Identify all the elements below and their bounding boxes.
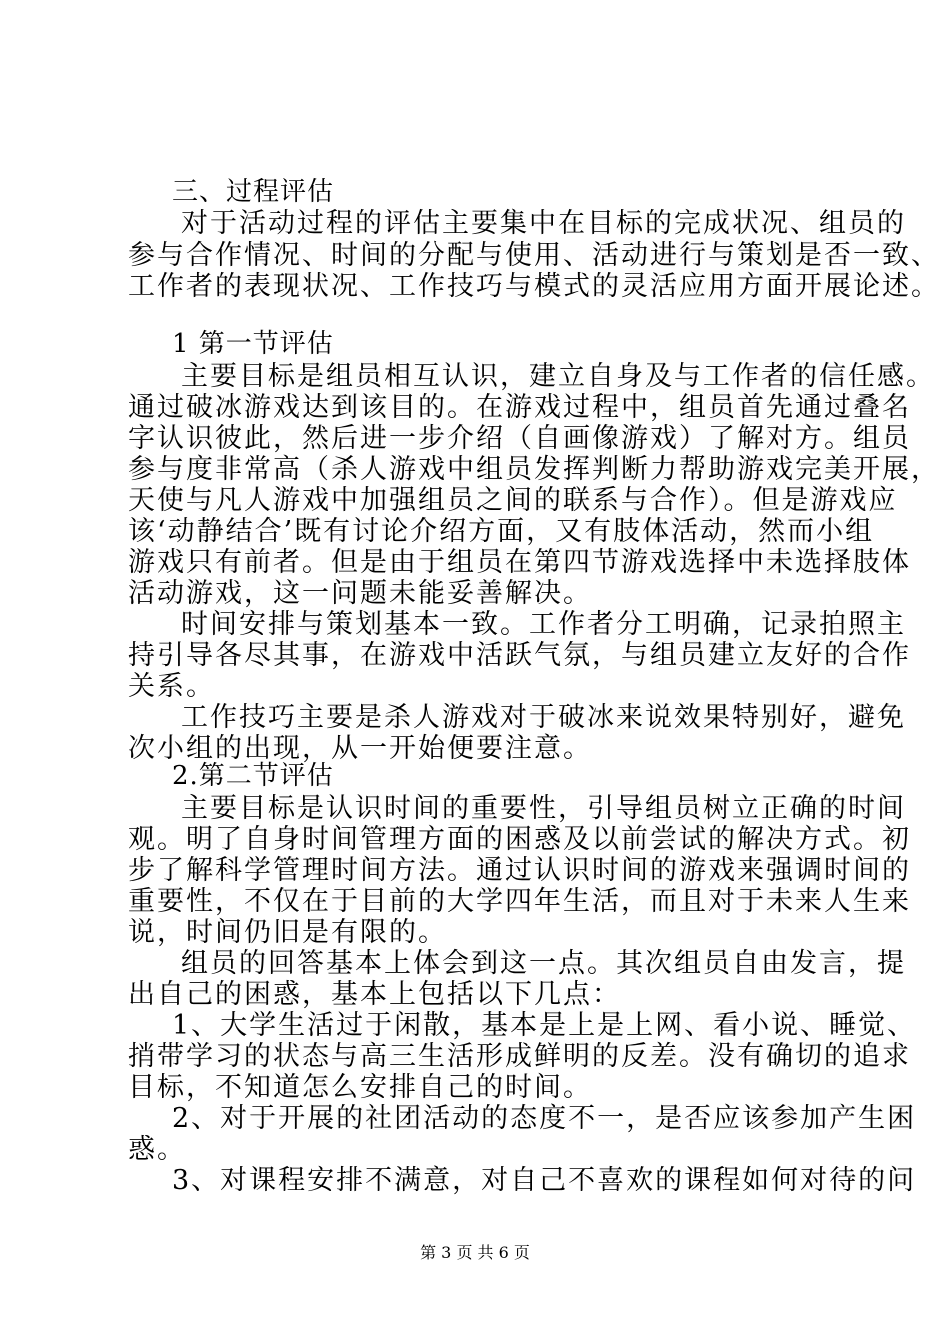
paragraph-line: 通过破冰游戏达到该目的。在游戏过程中，组员首先通过叠名	[128, 392, 911, 423]
list-item-line: 目标，不知道怎么安排自己的时间。	[128, 1072, 592, 1103]
list-item-line: 惑。	[128, 1134, 186, 1165]
paragraph-line: 工作技巧主要是杀人游戏对于破冰来说效果特别好，避免	[181, 702, 906, 733]
paragraph-line: 游戏只有前者。但是由于组员在第四节游戏选择中未选择肢体	[128, 547, 911, 578]
paragraph-line: 主要目标是组员相互认识，建立自身及与工作者的信任感。	[181, 361, 935, 392]
paragraph-line: 出自己的困惑，基本上包括以下几点：	[128, 979, 621, 1010]
paragraph-line: 字认识彼此，然后进一步介绍（自画像游戏）了解对方。组员	[128, 423, 911, 454]
paragraph-line: 活动游戏，这一问题未能妥善解决。	[128, 578, 592, 609]
paragraph-line: 工作者的表现状况、工作技巧与模式的灵活应用方面开展论述。	[128, 271, 940, 302]
list-item-line: 3、对课程安排不满意，对自己不喜欢的课程如何对待的问	[172, 1165, 917, 1196]
list-item-line: 1、大学生活过于闲散，基本是上是上网、看小说、睡觉、	[172, 1010, 917, 1041]
page-number-footer: 第 3 页 共 6 页	[420, 1243, 530, 1262]
paragraph-line: 该‘动静结合’既有讨论介绍方面，又有肢体活动，然而小组	[128, 516, 875, 547]
paragraph-line: 时间安排与策划基本一致。工作者分工明确，记录拍照主	[181, 609, 906, 640]
paragraph-line: 参与度非常高（杀人游戏中组员发挥判断力帮助游戏完美开展，	[128, 454, 940, 485]
paragraph-line: 说，时间仍旧是有限的。	[128, 917, 447, 948]
paragraph-line: 观。明了自身时间管理方面的困惑及以前尝试的解决方式。初	[128, 824, 911, 855]
paragraph-line: 关系。	[128, 671, 215, 702]
paragraph-line: 天使与凡人游戏中加强组员之间的联系与合作）。但是游戏应	[128, 485, 898, 516]
paragraph-line: 持引导各尽其事，在游戏中活跃气氛，与组员建立友好的合作	[128, 640, 911, 671]
section-heading-process-evaluation: 三、过程评估	[172, 177, 335, 207]
subsection-heading-second-session: 2.第二节评估	[172, 761, 334, 791]
paragraph-line: 步了解科学管理时间方法。通过认识时间的游戏来强调时间的	[128, 855, 911, 886]
list-item-line: 捎带学习的状态与高三生活形成鲜明的反差。没有确切的追求	[128, 1041, 911, 1072]
paragraph-line: 次小组的出现，从一开始便要注意。	[128, 733, 592, 764]
paragraph-line: 主要目标是认识时间的重要性，引导组员树立正确的时间	[181, 793, 906, 824]
list-item-line: 2、对于开展的社团活动的态度不一，是否应该参加产生困	[172, 1103, 917, 1134]
paragraph-line: 参与合作情况、时间的分配与使用、活动进行与策划是否一致、	[128, 240, 940, 271]
paragraph-line: 组员的回答基本上体会到这一点。其次组员自由发言，提	[181, 948, 906, 979]
paragraph-line: 对于活动过程的评估主要集中在目标的完成状况、组员的	[181, 208, 906, 239]
subsection-heading-first-session: 1 第一节评估	[172, 329, 334, 359]
paragraph-line: 重要性，不仅在于目前的大学四年生活，而且对于未来人生来	[128, 886, 911, 917]
